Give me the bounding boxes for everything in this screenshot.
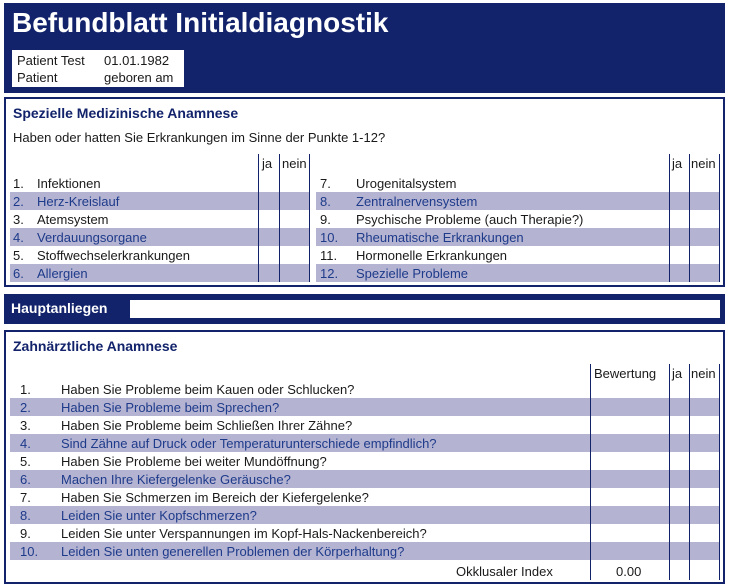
dental-row-5 xyxy=(10,452,719,470)
row-label: Hormonelle Erkrankungen xyxy=(356,248,508,263)
column-divider xyxy=(669,364,670,580)
row-number: 3. xyxy=(20,418,31,433)
row-label: Haben Sie Probleme beim Schließen Ihrer Zähne? xyxy=(61,418,353,433)
medical-row-6 xyxy=(10,264,310,282)
dental-history-panel xyxy=(4,330,725,584)
row-number: 1. xyxy=(13,176,24,191)
column-divider xyxy=(689,154,690,282)
row-label: Haben Sie Schmerzen im Bereich der Kiefergelenke? xyxy=(61,490,369,505)
medical-row-9 xyxy=(316,210,719,228)
patient-birthdate: 01.01.1982 xyxy=(104,53,170,68)
row-number: 5. xyxy=(13,248,24,263)
row-label: Psychische Probleme (auch Therapie?) xyxy=(356,212,584,227)
row-label: Verdauungsorgane xyxy=(37,230,147,245)
dental-row-4 xyxy=(10,434,719,452)
medical-row-11 xyxy=(316,246,719,264)
row-label: Leiden Sie unter Kopfschmerzen? xyxy=(61,508,257,523)
row-number: 1. xyxy=(20,382,31,397)
column-divider xyxy=(309,154,310,282)
column-divider xyxy=(669,154,670,282)
row-number: 3. xyxy=(13,212,24,227)
row-number: 12. xyxy=(320,266,339,281)
patient-name: Patient Test xyxy=(17,53,85,68)
medical-row-8 xyxy=(316,192,719,210)
dental-nein-header: nein xyxy=(691,366,716,381)
medical-row-10 xyxy=(316,228,719,246)
row-label: Sind Zähne auf Druck oder Temperaturunterschiede empfindlich? xyxy=(61,436,437,451)
row-number: 7. xyxy=(320,176,331,191)
row-label: Haben Sie Probleme bei weiter Mundöffnung? xyxy=(61,454,327,469)
row-number: 4. xyxy=(20,436,31,451)
dental-ja-header: ja xyxy=(672,366,683,381)
medical-row-12 xyxy=(316,264,719,282)
row-label: Urogenitalsystem xyxy=(356,176,457,191)
left-nein-header: nein xyxy=(282,156,307,171)
dental-row-3 xyxy=(10,416,719,434)
column-divider xyxy=(279,154,280,282)
right-ja-header: ja xyxy=(672,156,683,171)
row-label: Stoffwechselerkrankungen xyxy=(37,248,190,263)
row-number: 11. xyxy=(320,248,338,263)
row-label: Machen Ihre Kiefergelenke Geräusche? xyxy=(61,472,291,487)
dental-row-1 xyxy=(10,380,719,398)
row-label: Leiden Sie unten generellen Problemen der Körperhaltung? xyxy=(61,544,405,559)
row-number: 9. xyxy=(20,526,31,541)
medical-history-title: Spezielle Medizinische Anamnese xyxy=(13,105,239,121)
occlusal-index-value: 0.00 xyxy=(616,564,642,579)
row-label: Infektionen xyxy=(37,176,101,191)
row-label: Herz-Kreislauf xyxy=(37,194,120,209)
row-label: Spezielle Probleme xyxy=(356,266,469,281)
patient-info xyxy=(12,50,184,87)
column-divider xyxy=(719,154,720,282)
medical-row-2 xyxy=(10,192,310,210)
patient-birth-line xyxy=(17,70,173,85)
medical-row-7 xyxy=(316,174,719,192)
row-number: 8. xyxy=(20,508,31,523)
dental-row-2 xyxy=(10,398,719,416)
header-banner xyxy=(4,3,725,93)
row-number: 8. xyxy=(320,194,331,209)
bewertung-header: Bewertung xyxy=(594,366,657,381)
row-number: 6. xyxy=(13,266,24,281)
main-concern-label: Hauptanliegen xyxy=(11,300,108,316)
medical-row-4 xyxy=(10,228,310,246)
row-label: Atemsystem xyxy=(37,212,109,227)
row-label: Leiden Sie unter Verspannungen im Kopf-Hals-Nackenbereich? xyxy=(61,526,427,541)
row-number: 4. xyxy=(13,230,24,245)
dental-row-9 xyxy=(10,524,719,542)
row-label: Allergien xyxy=(37,266,88,281)
dental-row-10 xyxy=(10,542,719,560)
row-number: 2. xyxy=(20,400,31,415)
row-label: Rheumatische Erkrankungen xyxy=(356,230,524,245)
patient-name-line xyxy=(17,53,169,68)
medical-row-1 xyxy=(10,174,310,192)
column-divider xyxy=(719,364,720,580)
medical-history-panel xyxy=(4,97,725,287)
row-label: Haben Sie Probleme beim Kauen oder Schlucken? xyxy=(61,382,355,397)
main-concern-bar xyxy=(4,294,725,324)
dental-history-title: Zahnärztliche Anamnese xyxy=(13,338,178,354)
row-label: Haben Sie Probleme beim Sprechen? xyxy=(61,400,280,415)
patient-label: Patient xyxy=(17,70,58,85)
row-number: 10. xyxy=(20,544,39,559)
row-number: 9. xyxy=(320,212,331,227)
row-number: 6. xyxy=(20,472,31,487)
medical-history-question: Haben oder hatten Sie Erkrankungen im Sinne der Punkte 1-12? xyxy=(13,130,386,145)
occlusal-index-label: Okklusaler Index xyxy=(456,564,553,579)
column-divider xyxy=(689,364,690,580)
row-number: 2. xyxy=(13,194,24,209)
medical-row-3 xyxy=(10,210,310,228)
page-title: Befundblatt Initialdiagnostik xyxy=(12,7,389,38)
left-ja-header: ja xyxy=(262,156,273,171)
dental-row-7 xyxy=(10,488,719,506)
birthdate-label: geboren am xyxy=(104,70,174,85)
column-divider xyxy=(258,154,259,282)
row-number: 5. xyxy=(20,454,31,469)
row-number: 7. xyxy=(20,490,31,505)
dental-row-6 xyxy=(10,470,719,488)
right-nein-header: nein xyxy=(691,156,716,171)
row-number: 10. xyxy=(320,230,339,245)
column-divider xyxy=(590,364,591,580)
dental-row-8 xyxy=(10,506,719,524)
medical-row-5 xyxy=(10,246,310,264)
row-label: Zentralnervensystem xyxy=(356,194,478,209)
main-concern-field[interactable] xyxy=(130,300,720,318)
